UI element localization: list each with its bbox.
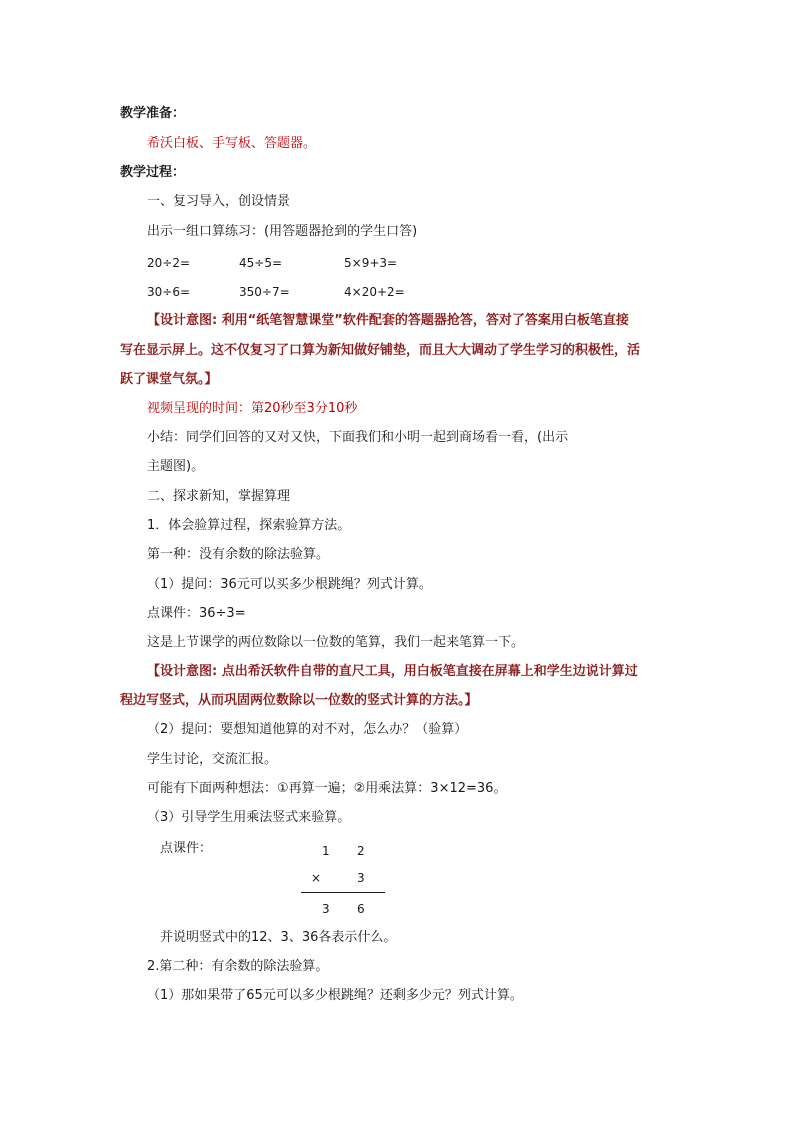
- prep-heading: 教学准备：: [120, 106, 186, 121]
- step1: 1．体会验算过程，探索验算方法。: [147, 518, 351, 533]
- discussion: 学生讨论，交流汇报。: [147, 752, 278, 767]
- oral-intro: 出示一组口算练习：(用答题器抢到的学生口答): [147, 224, 418, 239]
- courseware2-label: 点课件：: [160, 841, 213, 856]
- explain: 并说明竖式中的12、3、36各表示什么。: [160, 930, 397, 945]
- section2-title: 二、探求新知，掌握算理: [147, 489, 291, 504]
- oral-item: 4×20+2=: [344, 285, 405, 299]
- vertical-digit: 6: [357, 902, 365, 916]
- question2: （2）提问：要想知道他算的对不对，怎么办？（验算）: [147, 722, 468, 737]
- oral-item: 30÷6=: [147, 285, 191, 299]
- courseware1-desc: 这是上节课学的两位数除以一位数的笔算，我们一起来笔算一下。: [147, 635, 525, 650]
- design-intent-2-line2: 程边写竖式，从而巩固两位数除以一位数的竖式计算的方法。】: [120, 693, 478, 708]
- ideas: 可能有下面两种想法：①再算一遍；②用乘法算：3×12=36。: [147, 781, 507, 796]
- method1: 第一种：没有余数的除法验算。: [147, 547, 330, 562]
- question4: （1）那如果带了65元可以多少根跳绳？还剩多少元？列式计算。: [147, 988, 523, 1003]
- vertical-digit: 3: [357, 871, 365, 885]
- video-time: 视频呈现的时间：第20秒至3分10秒: [147, 401, 358, 416]
- vertical-digit: 3: [322, 902, 330, 916]
- design-intent-1-line3: 跃了课堂气氛。】: [120, 372, 218, 387]
- multiply-sign: ×: [311, 871, 322, 885]
- vertical-digit: 2: [357, 844, 365, 858]
- summary-line2: 主题图)。: [147, 459, 205, 474]
- courseware1: 点课件：36÷3=: [147, 606, 246, 621]
- question3: （3）引导学生用乘法竖式来验算。: [147, 810, 351, 825]
- question1: （1）提问：36元可以买多少根跳绳？列式计算。: [147, 577, 432, 592]
- oral-item: 5×9+3=: [344, 256, 398, 270]
- oral-item: 20÷2=: [147, 256, 191, 270]
- section1-title: 一、复习导入，创设情景: [147, 194, 291, 209]
- oral-item: 350÷7=: [239, 285, 290, 299]
- vertical-rule: [301, 892, 385, 893]
- vertical-digit: 1: [322, 844, 330, 858]
- oral-item: 45÷5=: [239, 256, 283, 270]
- prep-items: 希沃白板、手写板、答题器。: [147, 136, 317, 151]
- design-intent-2-line1: 【设计意图: 点出希沃软件自带的直尺工具，用白板笔直接在屏幕上和学生边说计算过: [147, 664, 638, 679]
- design-intent-1-line2: 写在显示屏上。这不仅复习了口算为新知做好铺垫，而且大大调动了学生学习的积极性，活: [120, 343, 641, 358]
- summary-line1: 小结：同学们回答的又对又快，下面我们和小明一起到商场看一看，(出示: [147, 430, 569, 445]
- method2: 2.第二种：有余数的除法验算。: [147, 959, 329, 974]
- design-intent-1-line1: 【设计意图: 利用“纸笔智慧课堂”软件配套的答题器抢答，答对了答案用白板笔直接: [147, 313, 629, 328]
- process-heading: 教学过程：: [120, 165, 186, 180]
